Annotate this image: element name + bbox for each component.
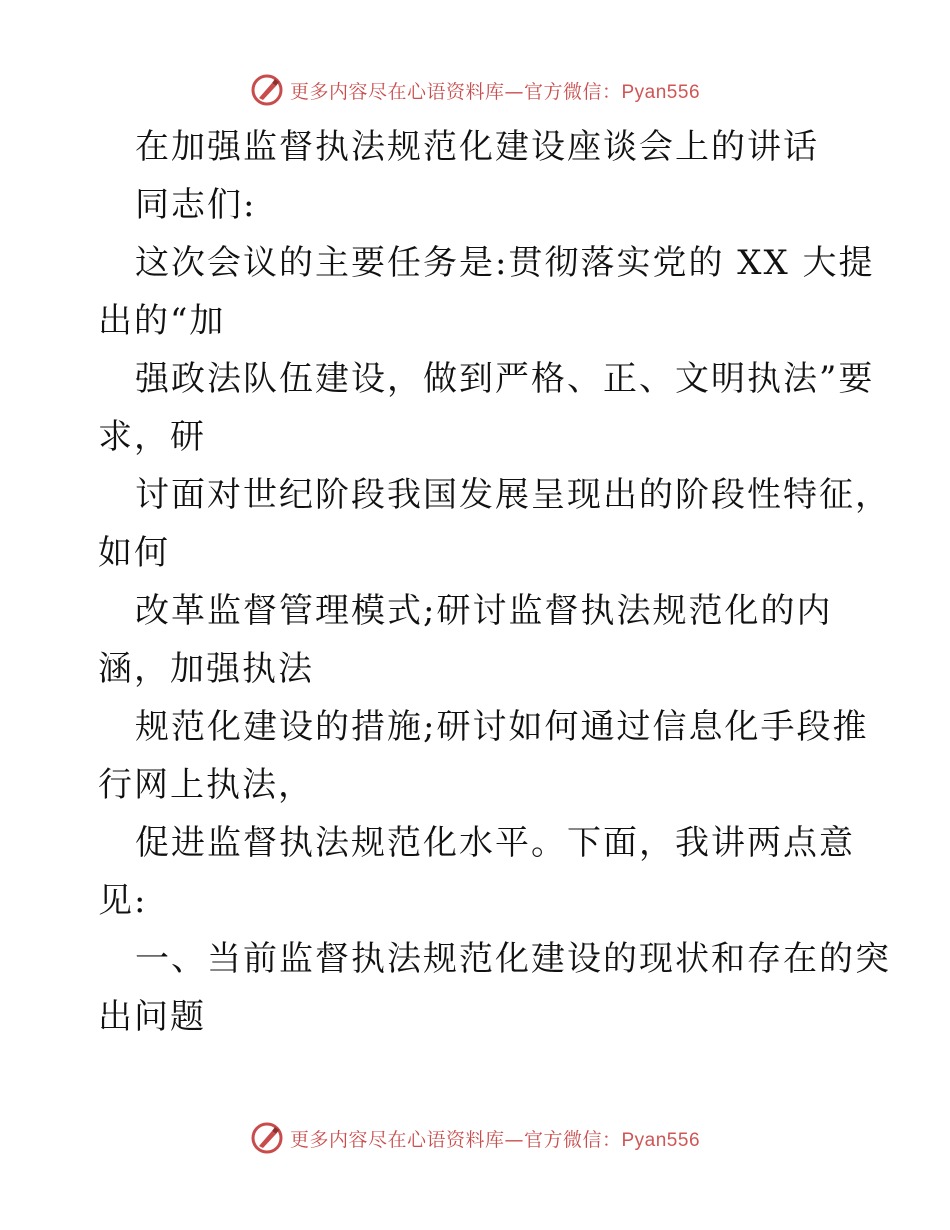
watermark-separator: — [504, 80, 524, 103]
doc-line: 涵，加强执法 [98, 649, 314, 689]
doc-line: 强政法队伍建设，做到严格、正、文明执法”要 [135, 359, 875, 399]
doc-line: 改革监督管理模式;研讨监督执法规范化的内 [135, 591, 833, 631]
doc-line: 出的“加 [98, 301, 226, 341]
header-watermark-banner [0, 70, 950, 110]
doc-section-heading-cont: 出问题 [98, 997, 206, 1037]
watermark-main: 更多内容尽在心语资料库 [289, 80, 505, 103]
doc-line: 如何 [98, 533, 170, 573]
footer-watermark-banner [0, 1118, 950, 1158]
doc-line: 讨面对世纪阶段我国发展呈现出的阶段性特征， [135, 475, 891, 515]
watermark-separator: — [504, 1128, 524, 1151]
watermark-official: 官方微信： [523, 80, 622, 103]
doc-line: 行网上执法， [98, 765, 314, 805]
doc-title: 在加强监督执法规范化建设座谈会上的讲话 [135, 127, 819, 167]
watermark-text [290, 77, 700, 104]
doc-section-heading: 一、当前监督执法规范化建设的现状和存在的突 [135, 939, 891, 979]
doc-line: 见: [98, 881, 148, 921]
watermark-main: 更多内容尽在心语资料库 [289, 1128, 505, 1151]
pen-seal-logo-icon [250, 1121, 284, 1155]
doc-line: 这次会议的主要任务是:贯彻落实党的 XX 大提 [135, 243, 875, 283]
watermark-wechat-id: Pyan556 [621, 81, 701, 103]
doc-salutation: 同志们: [135, 185, 257, 225]
watermark-official: 官方微信： [523, 1128, 622, 1151]
doc-line: 求，研 [98, 417, 206, 457]
watermark-wechat-id: Pyan556 [621, 1129, 701, 1151]
document-body [98, 118, 891, 1046]
doc-line: 促进监督执法规范化水平。下面，我讲两点意 [135, 823, 855, 863]
pen-seal-logo-icon [250, 73, 284, 107]
doc-line: 规范化建设的措施;研讨如何通过信息化手段推 [135, 707, 869, 747]
watermark-text [290, 1125, 700, 1152]
